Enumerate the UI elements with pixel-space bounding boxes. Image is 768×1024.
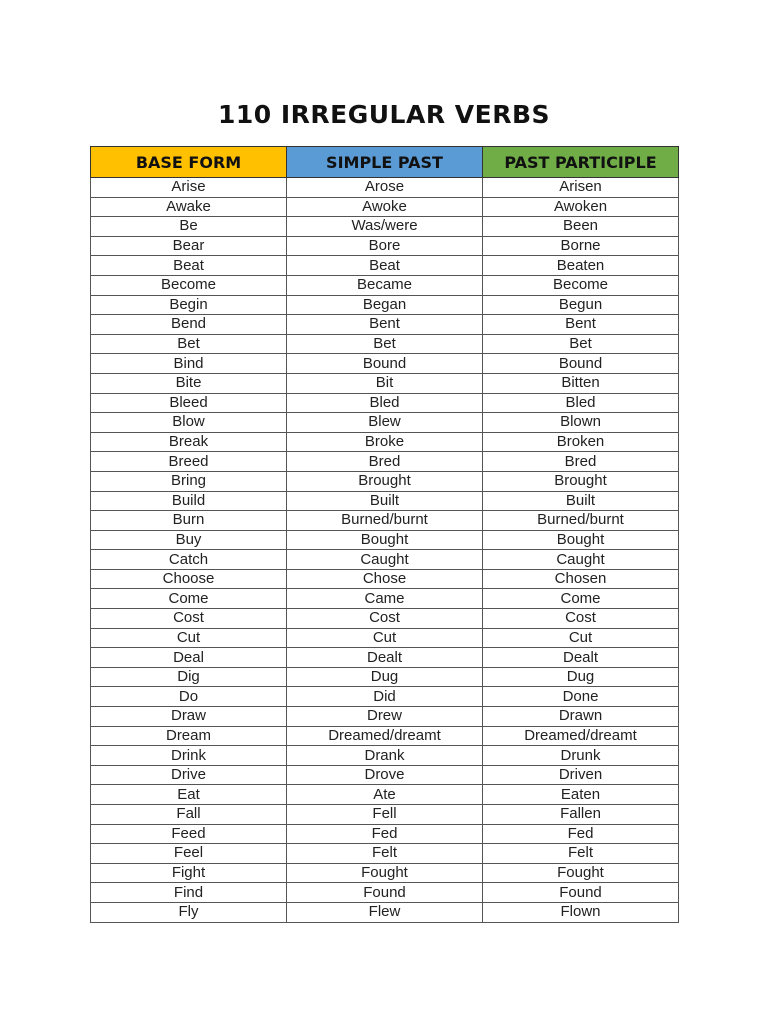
past-participle-cell: Bought <box>483 530 679 550</box>
simple-past-cell: Blew <box>287 413 483 433</box>
base-form-cell: Awake <box>91 197 287 217</box>
simple-past-cell: Arose <box>287 178 483 198</box>
base-form-cell: Drink <box>91 746 287 766</box>
header-base-form: BASE FORM <box>91 147 287 178</box>
simple-past-cell: Bled <box>287 393 483 413</box>
table-row <box>91 295 679 315</box>
simple-past-cell: Did <box>287 687 483 707</box>
table-row <box>91 687 679 707</box>
past-participle-cell: Chosen <box>483 569 679 589</box>
simple-past-cell: Awoke <box>287 197 483 217</box>
base-form-cell: Drive <box>91 765 287 785</box>
past-participle-cell: Come <box>483 589 679 609</box>
base-form-cell: Bind <box>91 354 287 374</box>
simple-past-cell: Dug <box>287 667 483 687</box>
base-form-cell: Bring <box>91 471 287 491</box>
base-form-cell: Bear <box>91 236 287 256</box>
base-form-cell: Find <box>91 883 287 903</box>
table-row <box>91 471 679 491</box>
simple-past-cell: Fed <box>287 824 483 844</box>
base-form-cell: Eat <box>91 785 287 805</box>
past-participle-cell: Arisen <box>483 178 679 198</box>
table-row <box>91 550 679 570</box>
simple-past-cell: Bet <box>287 334 483 354</box>
base-form-cell: Beat <box>91 256 287 276</box>
past-participle-cell: Blown <box>483 413 679 433</box>
simple-past-cell: Cost <box>287 609 483 629</box>
past-participle-cell: Become <box>483 275 679 295</box>
past-participle-cell: Burned/burnt <box>483 511 679 531</box>
past-participle-cell: Felt <box>483 844 679 864</box>
table-row <box>91 393 679 413</box>
past-participle-cell: Bent <box>483 315 679 335</box>
past-participle-cell: Bet <box>483 334 679 354</box>
simple-past-cell: Bit <box>287 373 483 393</box>
base-form-cell: Build <box>91 491 287 511</box>
past-participle-cell: Fought <box>483 863 679 883</box>
table-row <box>91 765 679 785</box>
past-participle-cell: Done <box>483 687 679 707</box>
table-row <box>91 648 679 668</box>
simple-past-cell: Cut <box>287 628 483 648</box>
base-form-cell: Blow <box>91 413 287 433</box>
simple-past-cell: Brought <box>287 471 483 491</box>
base-form-cell: Cost <box>91 609 287 629</box>
base-form-cell: Bite <box>91 373 287 393</box>
table-row <box>91 902 679 922</box>
past-participle-cell: Built <box>483 491 679 511</box>
past-participle-cell: Bound <box>483 354 679 374</box>
past-participle-cell: Drunk <box>483 746 679 766</box>
table-row <box>91 863 679 883</box>
past-participle-cell: Awoken <box>483 197 679 217</box>
irregular-verbs-table <box>90 146 679 923</box>
base-form-cell: Choose <box>91 569 287 589</box>
base-form-cell: Catch <box>91 550 287 570</box>
table-row <box>91 726 679 746</box>
table-row <box>91 373 679 393</box>
past-participle-cell: Eaten <box>483 785 679 805</box>
simple-past-cell: Drank <box>287 746 483 766</box>
past-participle-cell: Flown <box>483 902 679 922</box>
table-row <box>91 511 679 531</box>
table-row <box>91 354 679 374</box>
simple-past-cell: Built <box>287 491 483 511</box>
past-participle-cell: Fed <box>483 824 679 844</box>
past-participle-cell: Broken <box>483 432 679 452</box>
simple-past-cell: Ate <box>287 785 483 805</box>
past-participle-cell: Borne <box>483 236 679 256</box>
past-participle-cell: Been <box>483 217 679 237</box>
table-row <box>91 432 679 452</box>
table-row <box>91 197 679 217</box>
base-form-cell: Buy <box>91 530 287 550</box>
table-row <box>91 315 679 335</box>
table-row <box>91 452 679 472</box>
simple-past-cell: Bought <box>287 530 483 550</box>
base-form-cell: Arise <box>91 178 287 198</box>
simple-past-cell: Bore <box>287 236 483 256</box>
past-participle-cell: Bled <box>483 393 679 413</box>
base-form-cell: Burn <box>91 511 287 531</box>
simple-past-cell: Became <box>287 275 483 295</box>
base-form-cell: Bleed <box>91 393 287 413</box>
simple-past-cell: Drew <box>287 707 483 727</box>
table-row <box>91 628 679 648</box>
past-participle-cell: Cost <box>483 609 679 629</box>
base-form-cell: Breed <box>91 452 287 472</box>
past-participle-cell: Cut <box>483 628 679 648</box>
table-row <box>91 746 679 766</box>
table-row <box>91 178 679 198</box>
simple-past-cell: Beat <box>287 256 483 276</box>
table-row <box>91 569 679 589</box>
simple-past-cell: Caught <box>287 550 483 570</box>
past-participle-cell: Dreamed/dreamt <box>483 726 679 746</box>
base-form-cell: Feed <box>91 824 287 844</box>
past-participle-cell: Bred <box>483 452 679 472</box>
past-participle-cell: Beaten <box>483 256 679 276</box>
past-participle-cell: Bitten <box>483 373 679 393</box>
past-participle-cell: Driven <box>483 765 679 785</box>
base-form-cell: Break <box>91 432 287 452</box>
simple-past-cell: Bred <box>287 452 483 472</box>
table-row <box>91 530 679 550</box>
table-row <box>91 785 679 805</box>
simple-past-cell: Felt <box>287 844 483 864</box>
table-row <box>91 413 679 433</box>
simple-past-cell: Dreamed/dreamt <box>287 726 483 746</box>
past-participle-cell: Begun <box>483 295 679 315</box>
table-row <box>91 334 679 354</box>
table-row <box>91 609 679 629</box>
table-body <box>91 178 679 923</box>
simple-past-cell: Began <box>287 295 483 315</box>
simple-past-cell: Came <box>287 589 483 609</box>
table-row <box>91 883 679 903</box>
base-form-cell: Deal <box>91 648 287 668</box>
base-form-cell: Bet <box>91 334 287 354</box>
simple-past-cell: Was/were <box>287 217 483 237</box>
past-participle-cell: Drawn <box>483 707 679 727</box>
simple-past-cell: Drove <box>287 765 483 785</box>
table-row <box>91 824 679 844</box>
simple-past-cell: Fell <box>287 805 483 825</box>
base-form-cell: Bend <box>91 315 287 335</box>
simple-past-cell: Found <box>287 883 483 903</box>
simple-past-cell: Broke <box>287 432 483 452</box>
table-header-row <box>91 147 679 178</box>
base-form-cell: Begin <box>91 295 287 315</box>
table-row <box>91 667 679 687</box>
header-past-participle: PAST PARTICIPLE <box>483 147 679 178</box>
table-row <box>91 217 679 237</box>
past-participle-cell: Brought <box>483 471 679 491</box>
past-participle-cell: Caught <box>483 550 679 570</box>
table-row <box>91 275 679 295</box>
page-title: 110 IRREGULAR VERBS <box>217 100 551 129</box>
base-form-cell: Dig <box>91 667 287 687</box>
table-row <box>91 236 679 256</box>
simple-past-cell: Burned/burnt <box>287 511 483 531</box>
base-form-cell: Fly <box>91 902 287 922</box>
simple-past-cell: Fought <box>287 863 483 883</box>
simple-past-cell: Chose <box>287 569 483 589</box>
header-simple-past: SIMPLE PAST <box>287 147 483 178</box>
table-row <box>91 707 679 727</box>
base-form-cell: Fall <box>91 805 287 825</box>
base-form-cell: Draw <box>91 707 287 727</box>
base-form-cell: Be <box>91 217 287 237</box>
table-row <box>91 256 679 276</box>
simple-past-cell: Bound <box>287 354 483 374</box>
simple-past-cell: Dealt <box>287 648 483 668</box>
base-form-cell: Cut <box>91 628 287 648</box>
past-participle-cell: Fallen <box>483 805 679 825</box>
table-row <box>91 491 679 511</box>
table-row <box>91 589 679 609</box>
simple-past-cell: Flew <box>287 902 483 922</box>
base-form-cell: Become <box>91 275 287 295</box>
base-form-cell: Come <box>91 589 287 609</box>
base-form-cell: Feel <box>91 844 287 864</box>
past-participle-cell: Dealt <box>483 648 679 668</box>
simple-past-cell: Bent <box>287 315 483 335</box>
past-participle-cell: Dug <box>483 667 679 687</box>
base-form-cell: Fight <box>91 863 287 883</box>
base-form-cell: Do <box>91 687 287 707</box>
base-form-cell: Dream <box>91 726 287 746</box>
table-row <box>91 844 679 864</box>
past-participle-cell: Found <box>483 883 679 903</box>
table-row <box>91 805 679 825</box>
